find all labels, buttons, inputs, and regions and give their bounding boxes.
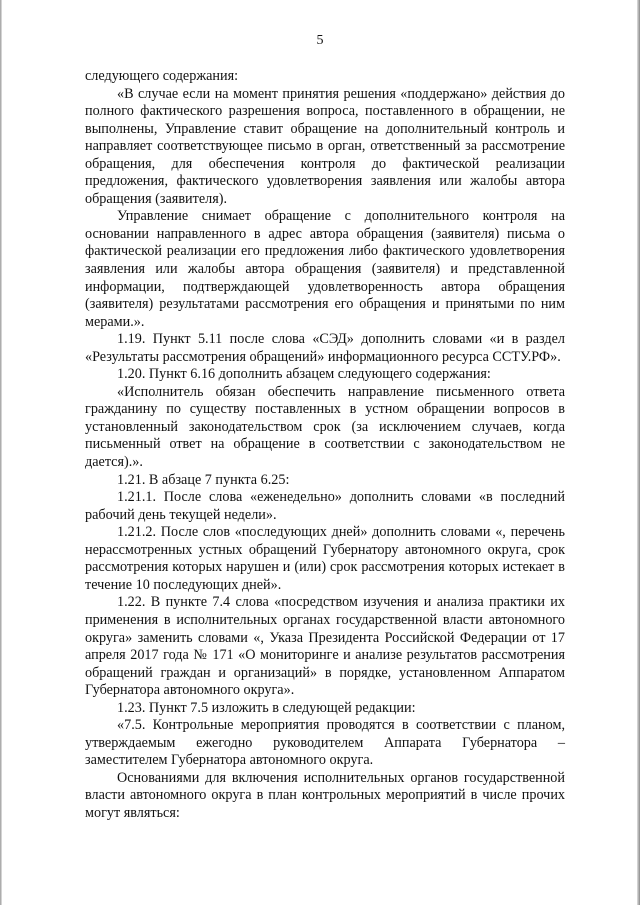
- paragraph-item-1-22: 1.22. В пункте 7.4 слова «посредством изучения и анализа практики их применения в исполнительных органах государственной власти автономного округа» заменить словами «, Указа Президента Российской Федерации от 17 апреля 2017 года № 171 «О мониторинге и анализе результатов рассмотрения обращений граждан и организаций» в порядке, установленном Аппаратом Губернатора автономного округа».: [85, 594, 565, 699]
- paragraph-item-1-23: 1.23. Пункт 7.5 изложить в следующей редакции:: [117, 699, 416, 716]
- paragraph-item-1-21-2: 1.21.2. После слов «последующих дней» дополнить словами «, перечень нерассмотренных устных обращений Губернатору автономного округа, срок рассмотрения которых нарушен и (или) срок рассмотрения которых истекает в течение 10 последующих дней».: [85, 524, 565, 593]
- paragraph-item-1-19: 1.19. Пункт 5.11 после слова «СЭД» дополнить словами «и в раздел «Результаты рассмотрения обращений» информационного ресурса ССТУ.РФ».: [85, 331, 565, 365]
- paragraph-item-1-20: 1.20. Пункт 6.16 дополнить абзацем следующего содержания:: [117, 366, 491, 383]
- paragraph-quote-executor: «Исполнитель обязан обеспечить направление письменного ответа гражданину по существу поставленных в устном обращении вопросов в установленный законодательством срок (за исключением случаев, когда письменный ответ на обращение в соответствии с законодательством не дается).».: [85, 383, 565, 471]
- paragraph-grounds: Основаниями для включения исполнительных органов государственной власти автономного округа в план контрольных мероприятий в числе прочих могут являться:: [85, 769, 565, 821]
- paragraph-remove-control: Управление снимает обращение с дополнительного контроля на основании направленного в адрес автора обращения (заявителя) письма о фактической реализации его предложения либо фактического удовлетворения заявления или жалобы автора обращения (заявителя) и представленной информации, подтверждающей удовлетворенность автора обращения (заявителя) результатами рассмотрения его обращения и принятыми по ним мерами.».: [85, 208, 565, 330]
- paragraph-item-1-21-1: 1.21.1. После слова «еженедельно» дополнить словами «в последний рабочий день текущей недели».: [85, 489, 565, 523]
- paragraph-item-1-21: 1.21. В абзаце 7 пункта 6.25:: [117, 471, 290, 488]
- document-body: [85, 68, 565, 823]
- page-number: 5: [316, 33, 324, 48]
- paragraph-continuation: следующего содержания:: [85, 68, 239, 84]
- paragraph-quote-7-5: «7.5. Контрольные мероприятия проводятся в соответствии с планом, утверждаемым ежегодно руководителем Аппарата Губернатора – заместителем Губернатора автономного округа.: [85, 717, 565, 769]
- scan-edge-left: [0, 0, 2, 905]
- paragraph-quote-control: «В случае если на момент принятия решения «поддержано» действия до полного фактического разрешения вопроса, поставленного в обращении, не выполнены, Управление ставит обращение на дополнительный контроль и направляет соответствующее письмо в орган, ответственный за рассмотрение обращения, для обеспечения контроля до фактической реализации предложения, фактического удовлетворения заявления или жалобы автора обращения (заявителя).: [85, 85, 565, 207]
